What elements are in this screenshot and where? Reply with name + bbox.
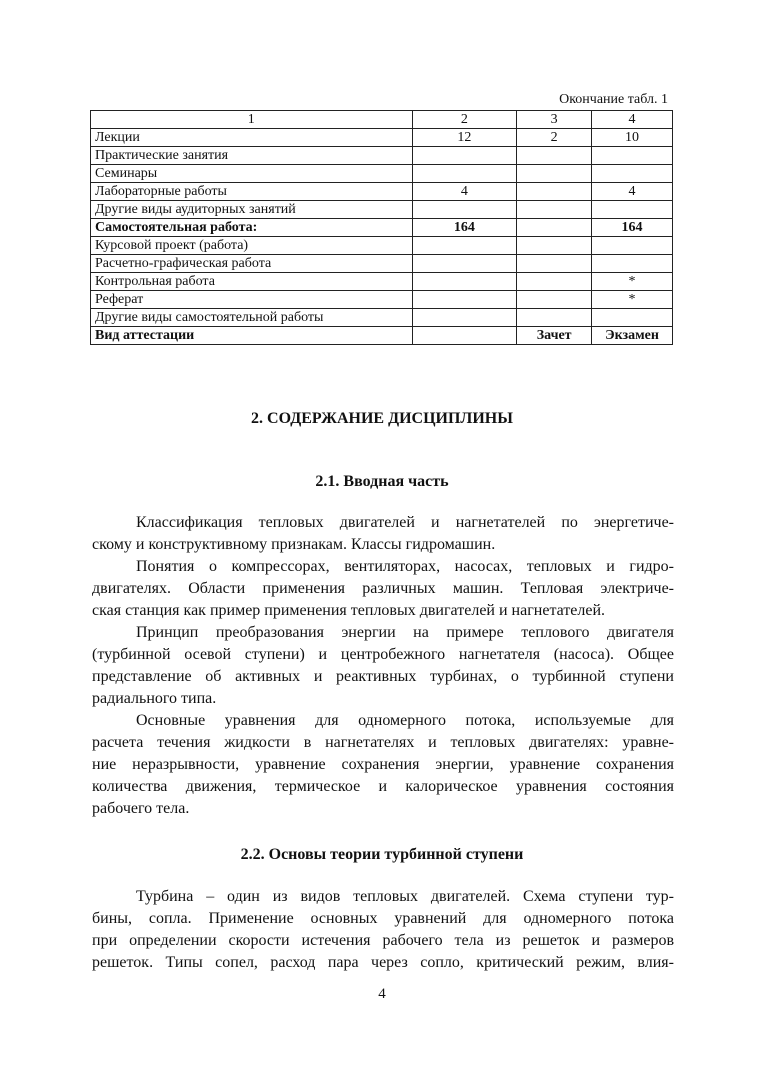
- table-row-label: Самостоятельная работа:: [91, 219, 413, 237]
- workload-table: [90, 110, 673, 345]
- table-row: [91, 147, 673, 165]
- table-cell: [517, 291, 592, 309]
- table-cell: [517, 309, 592, 327]
- table-cell: [517, 147, 592, 165]
- table-header-cell: 4: [592, 111, 673, 129]
- table-cell: 2: [517, 129, 592, 147]
- table-cell: Зачет: [517, 327, 592, 345]
- table-row-label: Реферат: [91, 291, 413, 309]
- text-line: рабочего тела.: [92, 800, 190, 817]
- text-line: Турбина – один из видов тепловых двигателей. Схема ступени тур-: [136, 888, 674, 905]
- table-row-label: Другие виды аудиторных занятий: [91, 201, 413, 219]
- table-header-cell: 3: [517, 111, 592, 129]
- table-row-label: Семинары: [91, 165, 413, 183]
- text-line: ние неразрывности, уравнение сохранения энергии, уравнение сохранения: [92, 756, 674, 773]
- table-row: [91, 273, 673, 291]
- text-line: решеток. Типы сопел, расход пара через сопло, критический режим, влия-: [92, 954, 674, 971]
- table-cell: [412, 273, 517, 291]
- table-cell: [412, 201, 517, 219]
- text-line: Основные уравнения для одномерного потока, используемые для: [136, 712, 674, 729]
- table-caption: Окончание табл. 1: [559, 92, 668, 107]
- table-cell: [592, 237, 673, 255]
- table-cell: [517, 165, 592, 183]
- table-row-label: Другие виды самостоятельной работы: [91, 309, 413, 327]
- table-cell: [517, 201, 592, 219]
- table-row: [91, 201, 673, 219]
- table-cell: [592, 201, 673, 219]
- table-cell: 12: [412, 129, 517, 147]
- text-line: бины, сопла. Применение основных уравнений для одномерного потока: [92, 910, 674, 927]
- table-cell: [412, 237, 517, 255]
- paragraph: [92, 512, 674, 556]
- paragraph: [92, 886, 674, 974]
- subsection-title-turbine: 2.2. Основы теории турбинной ступени: [240, 846, 524, 863]
- table-header-cell: 2: [412, 111, 517, 129]
- table-cell: 4: [412, 183, 517, 201]
- table-cell: 4: [592, 183, 673, 201]
- table-cell: *: [592, 291, 673, 309]
- table-row-label: Лабораторные работы: [91, 183, 413, 201]
- table-cell: [412, 165, 517, 183]
- table-cell: [517, 237, 592, 255]
- table-cell: [412, 309, 517, 327]
- table-cell: [517, 255, 592, 273]
- table-cell: [517, 219, 592, 237]
- table-cell: [592, 147, 673, 165]
- table-cell: [412, 255, 517, 273]
- text-line: двигателях. Области применения различных машин. Тепловая электриче-: [92, 580, 674, 597]
- table-row-label: Лекции: [91, 129, 413, 147]
- table-header-cell: 1: [91, 111, 413, 129]
- table-row: [91, 237, 673, 255]
- table-row-label: Расчетно-графическая работа: [91, 255, 413, 273]
- page-number: 4: [378, 986, 386, 1002]
- table-cell: [592, 309, 673, 327]
- table-cell: Экзамен: [592, 327, 673, 345]
- table-row-label: Вид аттестации: [91, 327, 413, 345]
- text-line: (турбинной осевой ступени) и центробежного нагнетателя (насоса). Общее: [92, 646, 674, 663]
- table-row: [91, 255, 673, 273]
- text-line: скому и конструктивному признакам. Классы гидромашин.: [92, 536, 496, 553]
- paragraph: [92, 710, 674, 820]
- table-cell: [517, 183, 592, 201]
- table-row: [91, 129, 673, 147]
- text-line: расчета течения жидкости в нагнетателях и тепловых двигателях: уравне-: [92, 734, 674, 751]
- text-line: количества движения, термическое и калорическое уравнения состояния: [92, 778, 674, 795]
- paragraph: [92, 556, 674, 622]
- table-header-row: [91, 111, 673, 129]
- table-row-label: Практические занятия: [91, 147, 413, 165]
- text-line: Классификация тепловых двигателей и нагнетателей по энергетиче-: [136, 514, 674, 531]
- text-line: радиального типа.: [92, 690, 217, 707]
- text-line: Понятия о компрессорах, вентиляторах, насосах, тепловых и гидро-: [136, 558, 674, 575]
- table-cell: [517, 273, 592, 291]
- table-cell: 164: [592, 219, 673, 237]
- table-row-label: Контрольная работа: [91, 273, 413, 291]
- paragraph: [92, 622, 674, 710]
- text-line: при определении скорости истечения рабочего тела из решеток и размеров: [92, 932, 674, 949]
- table-row: [91, 183, 673, 201]
- section-title: 2. СОДЕРЖАНИЕ ДИСЦИПЛИНЫ: [251, 410, 513, 427]
- table-row: [91, 291, 673, 309]
- table-row-label: Курсовой проект (работа): [91, 237, 413, 255]
- table-cell: 10: [592, 129, 673, 147]
- table-row: [91, 219, 673, 237]
- table-cell: [412, 327, 517, 345]
- text-line: ская станция как пример применения тепловых двигателей и нагнетателей.: [92, 602, 606, 619]
- subsection-title-intro: 2.1. Вводная часть: [315, 473, 449, 490]
- table-row: [91, 309, 673, 327]
- table-cell: 164: [412, 219, 517, 237]
- table-cell: [592, 255, 673, 273]
- table-cell: [412, 291, 517, 309]
- table-row: [91, 327, 673, 345]
- table-cell: [592, 165, 673, 183]
- text-line: Принцип преобразования энергии на примере теплового двигателя: [136, 624, 674, 641]
- text-line: представление об активных и реактивных турбинах, о турбинной ступени: [92, 668, 674, 685]
- table-cell: *: [592, 273, 673, 291]
- table-row: [91, 165, 673, 183]
- table-cell: [412, 147, 517, 165]
